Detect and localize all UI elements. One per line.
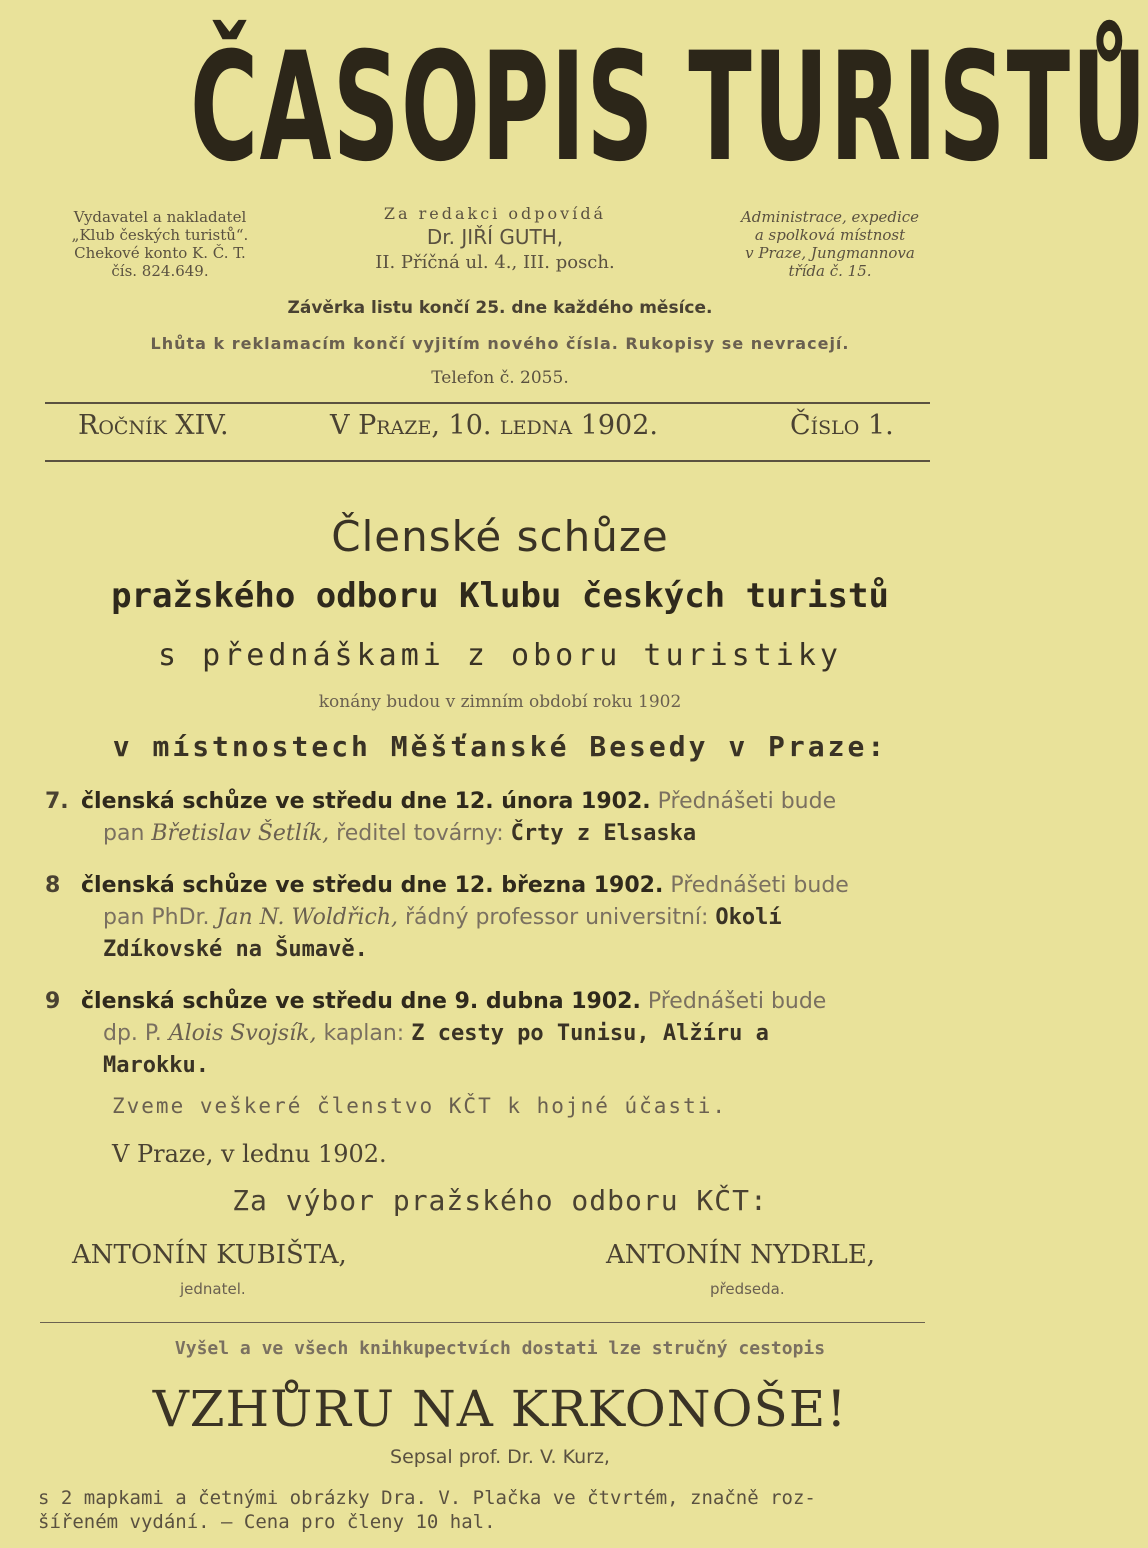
meeting-lecture-label: Přednášeti bude bbox=[670, 873, 849, 898]
advert-author: Sepsal prof. Dr. V. Kurz, bbox=[390, 1446, 610, 1468]
article-subtitle: pražského odboru Klubu českých turistů bbox=[111, 576, 889, 616]
masthead-title: ČASOPIS TURISTŮ bbox=[190, 21, 1148, 195]
invitation-text: Zveme veškeré členstvo KČT k hojné účasti. bbox=[112, 1094, 728, 1118]
phone-notice: Telefon č. 2055. bbox=[431, 368, 569, 388]
lecture-topic: Z cesty po Tunisu, Alžíru a bbox=[411, 1021, 769, 1046]
speaker-role: ředitel továrny: bbox=[336, 821, 504, 846]
speaker-name: Alois Svojsík, bbox=[168, 1021, 317, 1046]
editor-name: Dr. JIŘÍ GUTH, bbox=[426, 225, 564, 249]
committee-line: Za výbor pražského odboru KČT: bbox=[232, 1184, 768, 1217]
administration-line: v Praze, Jungmannova bbox=[745, 244, 915, 262]
meeting-item bbox=[45, 870, 930, 966]
claims-notice: Lhůta k reklamacím končí vyjitím nového čísla. Rukopisy se nevracejí. bbox=[150, 334, 850, 353]
speaker-role: kaplan: bbox=[323, 1021, 405, 1046]
article-title: Členské schůze bbox=[331, 512, 669, 561]
editor-info bbox=[320, 205, 670, 275]
article-venue: v místnostech Měšťanské Besedy v Praze: bbox=[112, 730, 888, 763]
administration-line: třída č. 15. bbox=[788, 262, 872, 280]
issue-number: Číslo 1. bbox=[790, 410, 894, 441]
advert-intro: Vyšel a ve všech knihkupectvích dostati lze stručný cestopis bbox=[174, 1338, 826, 1359]
meeting-date: členská schůze ve středu dne 12. února 1902. bbox=[81, 789, 651, 814]
administration-line: Administrace, expedice bbox=[740, 208, 920, 226]
signature-name: ANTONÍN KUBIŠTA, bbox=[72, 1240, 347, 1270]
signature-role: jednatel. bbox=[180, 1280, 246, 1298]
lecture-topic: Črty z Elsaska bbox=[510, 821, 697, 846]
editor-address: II. Příčná ul. 4., III. posch. bbox=[375, 252, 615, 273]
meeting-number: 9 bbox=[45, 989, 61, 1014]
publisher-line: Vydavatel a nakladatel bbox=[73, 208, 247, 226]
meeting-date: členská schůze ve středu dne 12. března 1902. bbox=[81, 873, 664, 898]
speaker-title: pan PhDr. bbox=[103, 905, 210, 930]
meeting-item bbox=[45, 786, 930, 850]
advert-description-line: šířeném vydání. — Cena pro členy 10 hal. bbox=[38, 1511, 496, 1533]
place-date: V Praze, v lednu 1902. bbox=[112, 1140, 387, 1168]
meeting-lecture-label: Přednášeti bude bbox=[657, 789, 837, 814]
publisher-line: čís. 824.649. bbox=[111, 262, 209, 280]
volume-label: Ročník XIV. bbox=[78, 410, 229, 441]
speaker-title: dp. P. bbox=[103, 1021, 162, 1046]
lecture-topic: Zdíkovské na Šumavě. bbox=[103, 937, 368, 962]
advert-title: VZHŮRU NA KRKONOŠE! bbox=[152, 1380, 848, 1438]
administration-info bbox=[705, 208, 955, 280]
editor-line: Za redakci odpovídá bbox=[383, 204, 607, 223]
speaker-role: řádný professor universitní: bbox=[405, 905, 709, 930]
divider bbox=[40, 1322, 925, 1323]
lecture-topic: Okolí bbox=[715, 905, 782, 930]
publisher-line: Chekové konto K. Č. T. bbox=[74, 244, 246, 262]
publisher-line: „Klub českých turistů“. bbox=[71, 226, 249, 244]
advert-description bbox=[38, 1486, 938, 1534]
meeting-item bbox=[45, 986, 930, 1082]
speaker-title: pan bbox=[103, 821, 145, 846]
speaker-name: Břetislav Šetlík, bbox=[151, 821, 330, 846]
meeting-date: členská schůze ve středu dne 9. dubna 1902. bbox=[81, 989, 641, 1014]
article-period: konány budou v zimním období roku 1902 bbox=[318, 692, 682, 712]
lecture-topic: Marokku. bbox=[103, 1053, 209, 1078]
signature-name: ANTONÍN NYDRLE, bbox=[606, 1240, 876, 1270]
dateline-place-date: V Praze, 10. ledna 1902. bbox=[330, 410, 658, 441]
speaker-name: Jan N. Woldřich, bbox=[216, 905, 399, 930]
meeting-lecture-label: Přednášeti bude bbox=[647, 989, 827, 1014]
divider bbox=[45, 402, 930, 404]
advert-description-line: s 2 mapkami a četnými obrázky Dra. V. Plačka ve čtvrtém, značně roz- bbox=[38, 1487, 816, 1509]
article-subtitle-lectures: s přednáškami z oboru turistiky bbox=[158, 638, 842, 673]
meeting-number: 7. bbox=[45, 789, 69, 814]
signature-role: předseda. bbox=[710, 1280, 785, 1298]
administration-line: a spolková místnost bbox=[754, 226, 906, 244]
meeting-number: 8 bbox=[45, 873, 61, 898]
deadline-notice: Závěrka listu končí 25. dne každého měsíce. bbox=[287, 298, 713, 318]
publisher-info bbox=[40, 208, 280, 280]
divider bbox=[45, 460, 930, 462]
